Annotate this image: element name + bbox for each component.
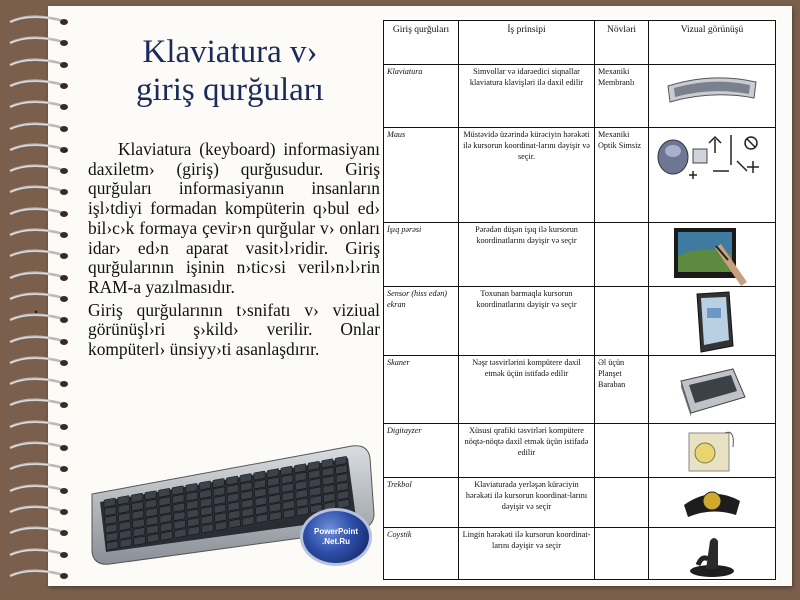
visual-cell [649, 128, 776, 223]
types-cell [595, 423, 649, 477]
spiral-ring [6, 525, 68, 537]
header-devices: Giriş qurğuları [384, 21, 459, 65]
table-row [384, 65, 776, 128]
types-cell [595, 287, 649, 355]
table-row [384, 477, 776, 527]
table-row [384, 287, 776, 355]
spiral-ring [6, 227, 68, 239]
spiral-ring [6, 461, 68, 473]
principle-cell: Müstəvidə üzərində kürəciyin hərəkəti ilə kursorun koordinat-larını dəyişir və seçir. [459, 128, 595, 223]
spiral-ring [6, 78, 68, 90]
types-cell [595, 527, 649, 579]
principle-cell: Simvollar və idarəedici siqnallar klaviatura klavişləri ilə daxil edilir [459, 65, 595, 128]
device-cell: Sensor (hiss edən) ekran [384, 287, 459, 355]
paragraph-2: • Giriş qurğularının t›snifatı v› viziual görünüşl›ri ş›kild› verilir. Onlar kompüterl› ünsiyy›ti asanlaşdırır. [34, 299, 380, 360]
spiral-ring [6, 504, 68, 516]
spiral-ring [6, 419, 68, 431]
table-row [384, 223, 776, 287]
device-cell: İşıq pərəsi [384, 223, 459, 287]
principle-cell: Klaviaturada yerləşən kürəciyin hərəkəti ilə kursorun koordinat-larını dəyişir və seçir [459, 477, 595, 527]
visual-cell [649, 355, 776, 423]
spiral-ring [6, 547, 68, 559]
principle-cell: Pərədən düşən işıq ilə kursorun koordinatlarını dəyişir və seçir [459, 223, 595, 287]
digitizer-icon [649, 424, 775, 477]
spiral-ring [6, 184, 68, 196]
spiral-ring [6, 376, 68, 388]
title-line-2: giriş qurğuları [136, 72, 324, 108]
spiral-ring [6, 483, 68, 495]
table-row [384, 355, 776, 423]
table-row [384, 527, 776, 579]
paragraph-1: • Klaviatura (keyboard) informasiyanı daxiletm› (giriş) qurğusudur. Giriş qurğuları informasiyanın insanların işl›tdiyi formadan kompüterin q›bul ed› bil›c›k formaya çevir›n qurğular v› onları idar› ed›n aparat vasit›l›ridir. Giriş qurğularının işinin n›tic›si veril›n›l›rin RAM-a yazılmasıdır. [88, 140, 380, 298]
visual-cell [649, 477, 776, 527]
bullet-icon: • [64, 144, 69, 158]
spiral-binding [6, 14, 76, 589]
bullet-icon: • [34, 304, 39, 319]
joystick-icon [649, 528, 775, 579]
header-principle: İş prinsipi [459, 21, 595, 65]
types-cell [595, 223, 649, 287]
spiral-ring [6, 14, 68, 26]
principle-cell: Toxunan barmaqla kursorun koordinatlarını dəyişir və seçir [459, 287, 595, 355]
spiral-ring [6, 99, 68, 111]
body-text [34, 139, 380, 360]
visual-cell [649, 527, 776, 579]
spiral-ring [6, 397, 68, 409]
spiral-ring [6, 57, 68, 69]
types-cell [595, 477, 649, 527]
spiral-ring [6, 206, 68, 218]
spiral-ring [6, 270, 68, 282]
table-row [384, 423, 776, 477]
types-cell: Mexaniki Membranlı [595, 65, 649, 128]
header-visual: Vizual görünüşü [649, 21, 776, 65]
device-cell: Coystik [384, 527, 459, 579]
spiral-ring [6, 291, 68, 303]
spiral-ring [6, 334, 68, 346]
scanner-icon [649, 356, 775, 419]
header-types: Növləri [595, 21, 649, 65]
visual-cell [649, 223, 776, 287]
input-devices-table [381, 18, 777, 582]
touchscreen-icon [649, 287, 775, 354]
spiral-ring [6, 121, 68, 133]
slide-title [105, 33, 355, 109]
keyboard-icon [649, 65, 775, 106]
principle-cell: Nəşr təsvirlərini kompütere daxil etmək üçün istifadə edilir [459, 355, 595, 423]
table-header-row [384, 21, 776, 65]
spiral-ring [6, 163, 68, 175]
title-line-1: Klaviatura v› [142, 34, 318, 70]
spiral-ring [6, 440, 68, 452]
powerpoint-logo: PowerPoint .Net.Ru [300, 508, 372, 566]
device-cell: Klaviatura [384, 65, 459, 128]
spiral-ring [6, 248, 68, 260]
spiral-ring [6, 355, 68, 367]
principle-cell: Xüsusi qrafiki təsvirləri kompütere nöqtə-nöqtə daxil etmək üçün istifadə edilir [459, 423, 595, 477]
device-cell: Maus [384, 128, 459, 223]
spiral-ring [6, 568, 68, 580]
device-cell: Digitayzer [384, 423, 459, 477]
device-cell: Trekbol [384, 477, 459, 527]
visual-cell [649, 287, 776, 355]
principle-cell: Lingin hərəkəti ilə kursorun koordinat-larını dəyişir və seçir [459, 527, 595, 579]
mouse-icon [649, 128, 775, 179]
device-cell: Skaner [384, 355, 459, 423]
types-cell: Əl üçün Planşet Baraban [595, 355, 649, 423]
types-cell: Mexaniki Optik Simsiz [595, 128, 649, 223]
visual-cell [649, 65, 776, 128]
trackball-icon [649, 478, 775, 521]
table-row [384, 128, 776, 223]
visual-cell [649, 423, 776, 477]
light-pen-icon [649, 223, 775, 286]
spiral-ring [6, 35, 68, 47]
